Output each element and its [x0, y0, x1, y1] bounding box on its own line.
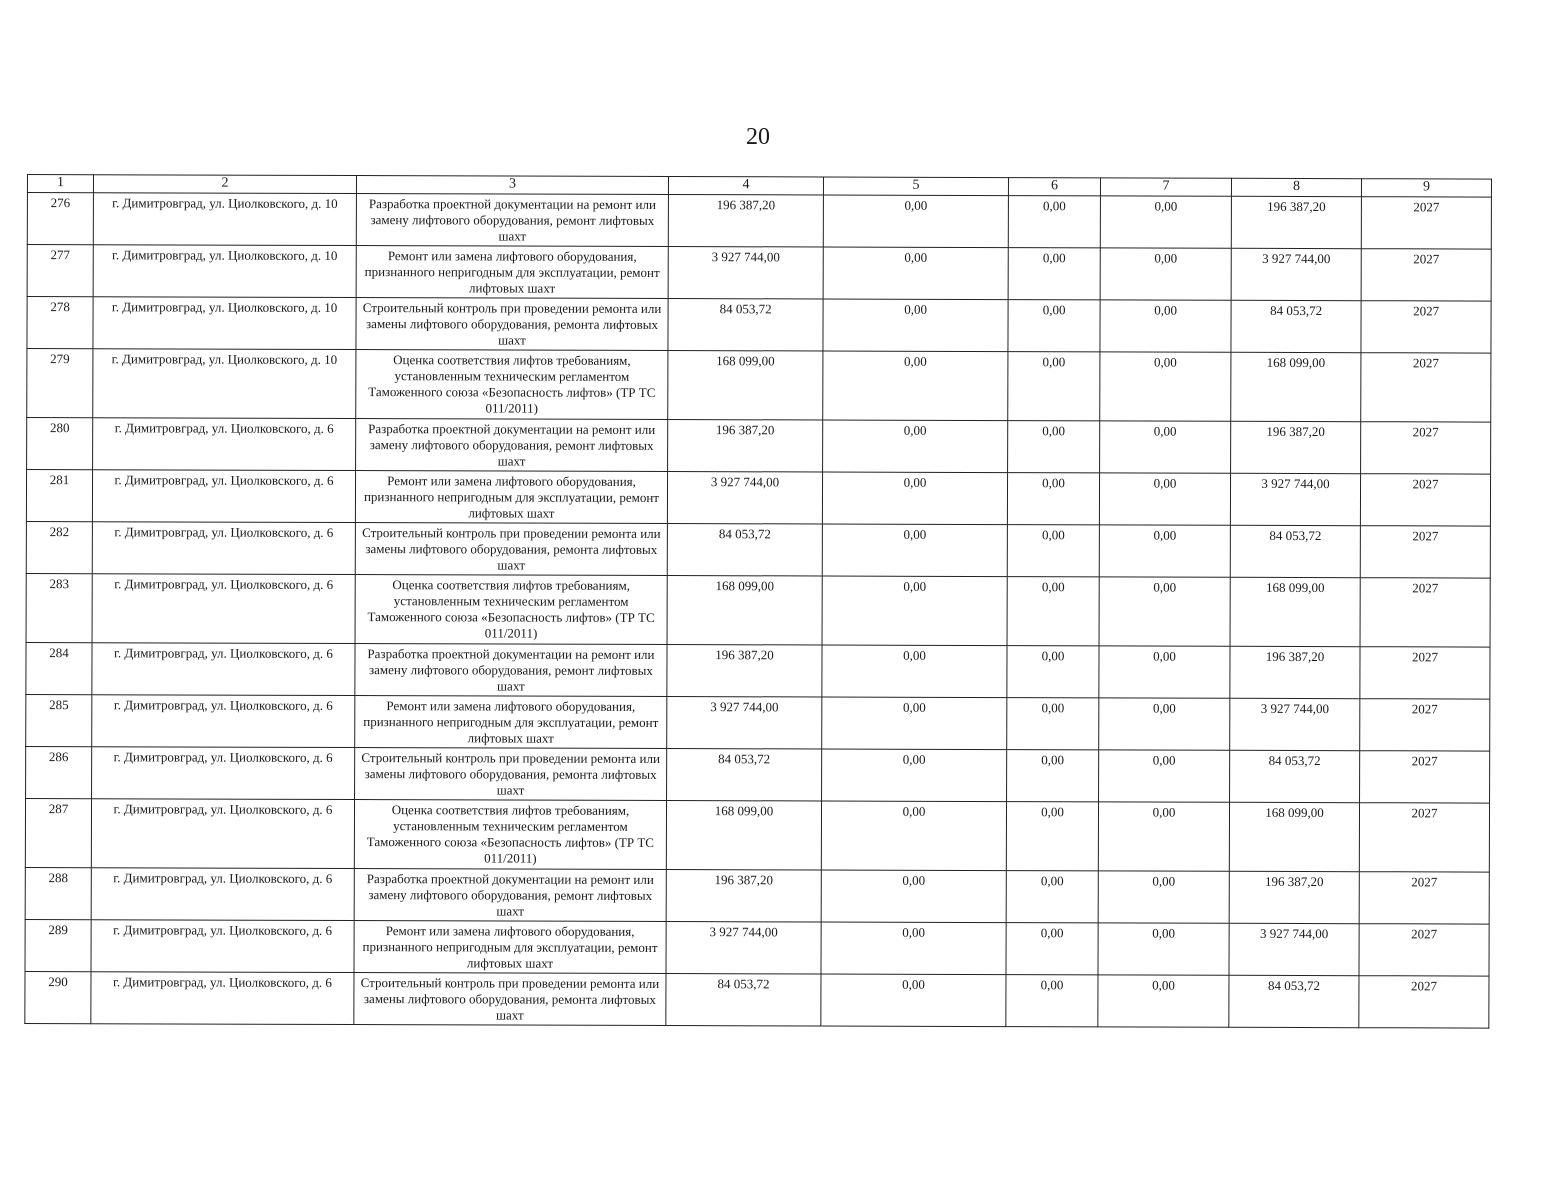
- value-col5-cell: 0,00: [823, 299, 1008, 352]
- row-number-cell: 285: [26, 694, 92, 746]
- value-col8-cell: 84 053,72: [1229, 975, 1359, 1027]
- value-col6-cell: 0,00: [1007, 698, 1099, 750]
- column-header: 9: [1361, 179, 1491, 197]
- value-col8-cell: 3 927 744,00: [1230, 698, 1360, 750]
- row-number-cell: 282: [26, 521, 92, 573]
- table-row: [26, 746, 1490, 803]
- table-row: [25, 867, 1489, 924]
- total-cost-cell: 3 927 744,00: [668, 247, 823, 299]
- value-col7-cell: 0,00: [1100, 300, 1231, 352]
- row-number-cell: 289: [25, 919, 91, 971]
- year-cell: 2027: [1361, 422, 1491, 474]
- value-col5-cell: 0,00: [822, 576, 1007, 646]
- address-cell: г. Димитровград, ул. Циолковского, д. 6: [92, 574, 355, 644]
- total-cost-cell: 168 099,00: [667, 576, 822, 645]
- value-col5-cell: 0,00: [821, 974, 1006, 1027]
- value-col6-cell: 0,00: [1006, 871, 1098, 923]
- table-row: [27, 245, 1491, 302]
- address-cell: г. Димитровград, ул. Циолковского, д. 10: [93, 297, 356, 350]
- value-col8-cell: 3 927 744,00: [1229, 923, 1359, 975]
- table-row: [26, 470, 1490, 527]
- address-cell: г. Димитровград, ул. Циолковского, д. 6: [92, 747, 355, 800]
- value-col7-cell: 0,00: [1100, 421, 1231, 473]
- value-col7-cell: 0,00: [1098, 975, 1229, 1027]
- column-header: 8: [1231, 178, 1361, 196]
- year-cell: 2027: [1360, 526, 1490, 578]
- year-cell: 2027: [1360, 578, 1490, 647]
- value-col8-cell: 196 387,20: [1231, 196, 1361, 248]
- address-cell: г. Димитровград, ул. Циолковского, д. 6: [92, 695, 355, 748]
- value-col6-cell: 0,00: [1007, 750, 1099, 802]
- value-col8-cell: 196 387,20: [1231, 421, 1361, 473]
- value-col7-cell: 0,00: [1099, 525, 1230, 577]
- total-cost-cell: 84 053,72: [667, 524, 822, 576]
- table-row: [26, 642, 1490, 699]
- table-row: [27, 349, 1491, 423]
- work-type-cell: Оценка соответствия лифтов требованиям, установленным техническим регламентом Таможенного союза «Безопасность лифтов» (ТР ТС 011/2011): [356, 350, 668, 420]
- value-col7-cell: 0,00: [1098, 923, 1229, 975]
- value-col7-cell: 0,00: [1098, 802, 1229, 871]
- table-row: [25, 919, 1489, 976]
- value-col8-cell: 3 927 744,00: [1230, 473, 1360, 525]
- work-type-cell: Строительный контроль при проведении ремонта или замены лифтового оборудования, ремонта лифтовых шахт: [354, 973, 666, 1026]
- row-number-cell: 279: [27, 349, 93, 418]
- value-col6-cell: 0,00: [1006, 923, 1098, 975]
- total-cost-cell: 196 387,20: [667, 645, 822, 697]
- value-col6-cell: 0,00: [1007, 646, 1099, 698]
- work-type-cell: Строительный контроль при проведении ремонта или замены лифтового оборудования, ремонта лифтовых шахт: [355, 523, 667, 576]
- table-row: [26, 521, 1490, 578]
- column-header: 5: [823, 177, 1008, 196]
- total-cost-cell: 196 387,20: [668, 420, 823, 472]
- value-col5-cell: 0,00: [822, 697, 1007, 750]
- total-cost-cell: 168 099,00: [668, 351, 823, 420]
- value-col5-cell: 0,00: [821, 801, 1006, 871]
- year-cell: 2027: [1360, 647, 1490, 699]
- value-col5-cell: 0,00: [821, 922, 1006, 975]
- value-col8-cell: 168 099,00: [1229, 802, 1359, 871]
- value-col8-cell: 3 927 744,00: [1231, 248, 1361, 300]
- row-number-cell: 283: [26, 573, 92, 642]
- value-col7-cell: 0,00: [1100, 352, 1231, 421]
- value-col5-cell: 0,00: [822, 524, 1007, 577]
- value-col6-cell: 0,00: [1008, 300, 1100, 352]
- value-col6-cell: 0,00: [1006, 802, 1098, 871]
- value-col5-cell: 0,00: [823, 351, 1008, 421]
- value-col5-cell: 0,00: [821, 870, 1006, 923]
- row-number-cell: 277: [27, 245, 93, 297]
- value-col7-cell: 0,00: [1099, 577, 1230, 646]
- column-header: 1: [27, 175, 93, 193]
- work-type-cell: Оценка соответствия лифтов требованиям, установленным техническим регламентом Таможенного союза «Безопасность лифтов» (ТР ТС 011/2011): [355, 575, 667, 645]
- address-cell: г. Димитровград, ул. Циолковского, д. 6: [91, 972, 354, 1025]
- value-col8-cell: 84 053,72: [1230, 750, 1360, 802]
- address-cell: г. Димитровград, ул. Циолковского, д. 6: [92, 522, 355, 575]
- year-cell: 2027: [1360, 474, 1490, 526]
- value-col8-cell: 196 387,20: [1230, 646, 1360, 698]
- work-type-cell: Разработка проектной документации на ремонт или замену лифтового оборудования, ремонт лифтовых шахт: [356, 419, 668, 472]
- year-cell: 2027: [1359, 872, 1489, 924]
- value-col7-cell: 0,00: [1100, 196, 1231, 248]
- value-col5-cell: 0,00: [822, 749, 1007, 802]
- total-cost-cell: 196 387,20: [668, 195, 823, 247]
- address-cell: г. Димитровград, ул. Циолковского, д. 6: [93, 418, 356, 471]
- address-cell: г. Димитровград, ул. Циолковского, д. 6: [92, 470, 355, 523]
- value-col5-cell: 0,00: [822, 645, 1007, 698]
- row-number-cell: 286: [26, 746, 92, 798]
- row-number-cell: 284: [26, 642, 92, 694]
- value-col8-cell: 84 053,72: [1230, 525, 1360, 577]
- work-type-cell: Оценка соответствия лифтов требованиям, установленным техническим регламентом Таможенного союза «Безопасность лифтов» (ТР ТС 011/2011): [354, 800, 666, 870]
- year-cell: 2027: [1360, 751, 1490, 803]
- year-cell: 2027: [1359, 976, 1489, 1028]
- table-body: [25, 193, 1492, 1029]
- work-type-cell: Строительный контроль при проведении ремонта или замены лифтового оборудования, ремонта лифтовых шахт: [356, 298, 668, 351]
- value-col7-cell: 0,00: [1098, 871, 1229, 923]
- page-number: 20: [746, 124, 770, 150]
- work-type-cell: Ремонт или замена лифтового оборудования, признанного непригодным для эксплуатации, ремонт лифтовых шахт: [356, 246, 668, 299]
- value-col6-cell: 0,00: [1007, 525, 1099, 577]
- address-cell: г. Димитровград, ул. Циолковского, д. 6: [91, 799, 354, 869]
- work-type-cell: Разработка проектной документации на ремонт или замену лифтового оборудования, ремонт лифтовых шахт: [355, 644, 667, 697]
- table-row: [26, 694, 1490, 751]
- table-row: [25, 971, 1489, 1028]
- year-cell: 2027: [1359, 803, 1489, 872]
- address-cell: г. Димитровград, ул. Циолковского, д. 6: [91, 868, 354, 921]
- address-cell: г. Димитровград, ул. Циолковского, д. 6: [92, 643, 355, 696]
- address-cell: г. Димитровград, ул. Циолковского, д. 6: [91, 920, 354, 973]
- value-col7-cell: 0,00: [1100, 248, 1231, 300]
- value-col6-cell: 0,00: [1008, 352, 1100, 421]
- total-cost-cell: 3 927 744,00: [666, 922, 821, 974]
- table-row: [25, 798, 1489, 872]
- value-col8-cell: 84 053,72: [1231, 300, 1361, 352]
- row-number-cell: 278: [27, 297, 93, 349]
- value-col6-cell: 0,00: [1008, 196, 1100, 248]
- row-number-cell: 288: [25, 867, 91, 919]
- value-col6-cell: 0,00: [1007, 473, 1099, 525]
- year-cell: 2027: [1361, 301, 1491, 353]
- table-row: [27, 193, 1491, 250]
- row-number-cell: 280: [27, 418, 93, 470]
- year-cell: 2027: [1361, 197, 1491, 249]
- total-cost-cell: 3 927 744,00: [667, 697, 822, 749]
- year-cell: 2027: [1361, 249, 1491, 301]
- value-col6-cell: 0,00: [1008, 248, 1100, 300]
- value-col5-cell: 0,00: [822, 472, 1007, 525]
- value-col6-cell: 0,00: [1008, 421, 1100, 473]
- value-col6-cell: 0,00: [1006, 975, 1098, 1027]
- column-header: 4: [668, 177, 823, 195]
- year-cell: 2027: [1359, 924, 1489, 976]
- work-type-cell: Строительный контроль при проведении ремонта или замены лифтового оборудования, ремонта лифтовых шахт: [355, 748, 667, 801]
- value-col7-cell: 0,00: [1099, 750, 1230, 802]
- value-col5-cell: 0,00: [823, 247, 1008, 300]
- total-cost-cell: 84 053,72: [667, 749, 822, 801]
- address-cell: г. Димитровград, ул. Циолковского, д. 10: [93, 349, 356, 419]
- table-row: [26, 573, 1490, 647]
- work-type-cell: Ремонт или замена лифтового оборудования, признанного непригодным для эксплуатации, ремонт лифтовых шахт: [354, 921, 666, 974]
- table-row: [27, 418, 1491, 475]
- column-header: 7: [1100, 178, 1231, 196]
- total-cost-cell: 168 099,00: [666, 801, 821, 870]
- column-header: 3: [356, 176, 668, 195]
- value-col8-cell: 196 387,20: [1229, 871, 1359, 923]
- value-col8-cell: 168 099,00: [1231, 352, 1361, 421]
- work-type-cell: Ремонт или замена лифтового оборудования, признанного непригодным для эксплуатации, ремонт лифтовых шахт: [355, 471, 667, 524]
- column-header: 6: [1008, 178, 1100, 196]
- value-col6-cell: 0,00: [1007, 577, 1099, 646]
- address-cell: г. Димитровград, ул. Циолковского, д. 10: [93, 245, 356, 298]
- value-col7-cell: 0,00: [1099, 646, 1230, 698]
- value-col8-cell: 168 099,00: [1230, 577, 1360, 646]
- row-number-cell: 287: [25, 798, 91, 867]
- year-cell: 2027: [1360, 699, 1490, 751]
- row-number-cell: 276: [27, 193, 93, 245]
- document-sheet: [24, 174, 1491, 1029]
- total-cost-cell: 196 387,20: [666, 870, 821, 922]
- value-col7-cell: 0,00: [1099, 473, 1230, 525]
- value-col5-cell: 0,00: [823, 195, 1008, 248]
- total-cost-cell: 84 053,72: [668, 299, 823, 351]
- total-cost-cell: 84 053,72: [666, 974, 821, 1026]
- work-type-cell: Разработка проектной документации на ремонт или замену лифтового оборудования, ремонт лифтовых шахт: [356, 194, 668, 247]
- table-row: [27, 297, 1491, 354]
- column-header: 2: [93, 175, 356, 194]
- year-cell: 2027: [1361, 353, 1491, 422]
- value-col7-cell: 0,00: [1099, 698, 1230, 750]
- value-col5-cell: 0,00: [823, 420, 1008, 473]
- work-type-cell: Разработка проектной документации на ремонт или замену лифтового оборудования, ремонт лифтовых шахт: [354, 869, 666, 922]
- work-type-cell: Ремонт или замена лифтового оборудования, признанного непригодным для эксплуатации, ремонт лифтовых шахт: [355, 696, 667, 749]
- row-number-cell: 290: [25, 971, 91, 1023]
- repair-schedule-table: [24, 174, 1492, 1029]
- address-cell: г. Димитровград, ул. Циолковского, д. 10: [93, 193, 356, 246]
- total-cost-cell: 3 927 744,00: [667, 472, 822, 524]
- row-number-cell: 281: [26, 470, 92, 522]
